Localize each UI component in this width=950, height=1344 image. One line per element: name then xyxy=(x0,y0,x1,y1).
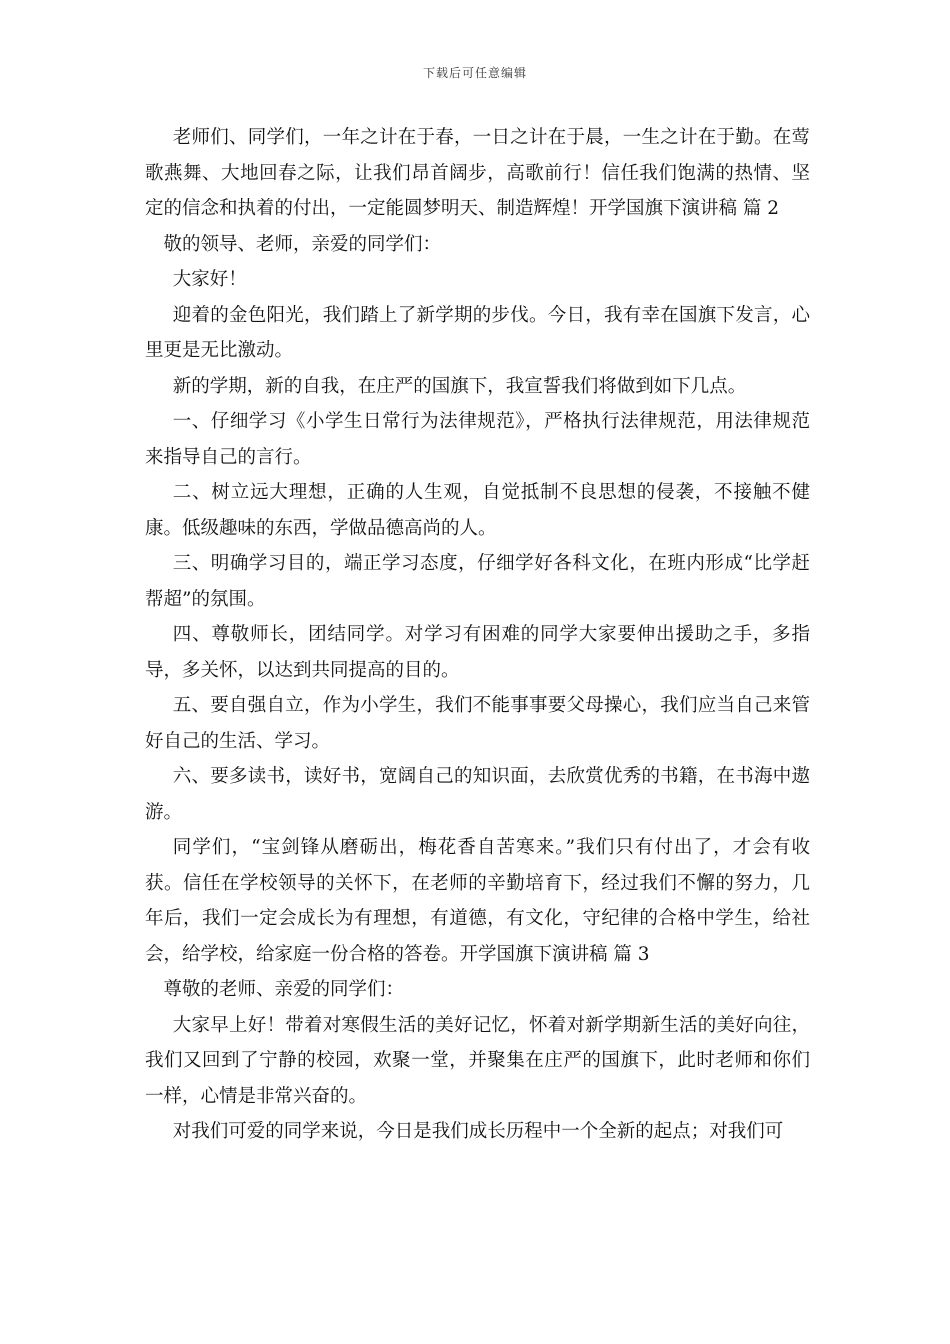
list-item: 二、树立远大理想，正确的人生观，自觉抵制不良思想的侵袭，不接触不健康。低级趣味的东西，学做品德高尚的人。 xyxy=(145,482,810,539)
list-item: 五、要自强自立，作为小学生，我们不能事事要父母操心，我们应当自己来管好自己的生活、学习。 xyxy=(145,695,810,752)
list-item: 三、明确学习目的，端正学习态度，仔细学好各科文化，在班内形成“比学赶帮超”的氛围。 xyxy=(145,553,810,610)
paragraph: 对我们可爱的同学来说，今日是我们成长历程中一个全新的起点；对我们可 xyxy=(172,1121,784,1142)
paragraph: 老师们、同学们，一年之计在于春，一日之计在于晨，一生之计在于勤。在莺歌燕舞、大地回春之际，让我们昂首阔步，高歌前行！信任我们饱满的热情、坚定的信念和执着的付出，一定能圆梦明天、制造辉煌！开学国旗下演讲稿 篇 2 xyxy=(145,127,810,219)
greeting: 大家好！ xyxy=(172,269,247,290)
document-body xyxy=(145,120,810,1150)
page-header: 下载后可任意编辑 xyxy=(422,66,527,80)
list-item: 六、要多读书，读好书，宽阔自己的知识面，去欣赏优秀的书籍，在书海中遨游。 xyxy=(145,766,810,823)
list-item: 一、仔细学习《小学生日常行为法律规范》，严格执行法律规范，用法律规范来指导自己的言行。 xyxy=(145,411,810,468)
list-item: 四、尊敬师长，团结同学。对学习有困难的同学大家要伸出援助之手，多指导，多关怀，以达到共同提高的目的。 xyxy=(145,624,810,681)
paragraph: 迎着的金色阳光，我们踏上了新学期的步伐。今日，我有幸在国旗下发言，心里更是无比激动。 xyxy=(145,304,810,361)
paragraph: 新的学期，新的自我，在庄严的国旗下，我宣誓我们将做到如下几点。 xyxy=(172,375,747,397)
salutation: 尊敬的老师、亲爱的同学们： xyxy=(163,979,405,1000)
paragraph: 大家早上好！带着对寒假生活的美好记忆，怀着对新学期新生活的美好向往，我们又回到了宁静的校园，欢聚一堂，并聚集在庄严的国旗下，此时老师和你们一样，心情是非常兴奋的。 xyxy=(145,1014,810,1107)
paragraph: 同学们，“宝剑锋从磨砺出，梅花香自苦寒来。”我们只有付出了，才会有收获。信任在学校领导的关怀下，在老师的辛勤培育下，经过我们不懈的努力，几年后，我们一定会成长为有理想，有道德，有文化，守纪律的合格中学生，给社会，给学校，给家庭一份合格的答卷。开学国旗下演讲稿 篇 3 xyxy=(145,837,810,965)
salutation: 敬的领导、老师，亲爱的同学们： xyxy=(163,233,442,255)
